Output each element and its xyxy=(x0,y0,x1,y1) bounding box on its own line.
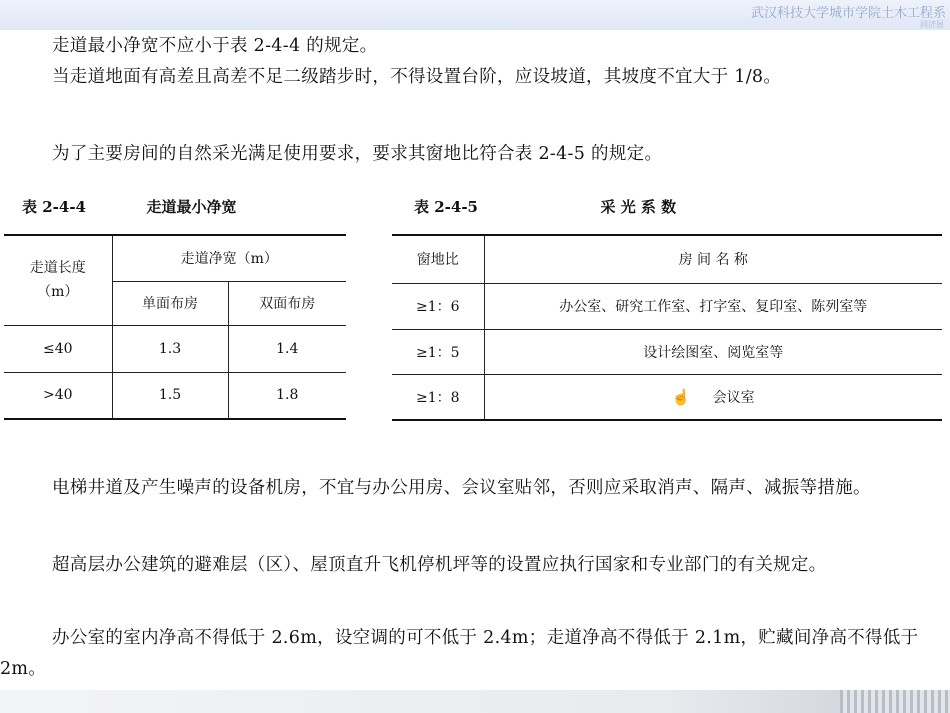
table-cell: 设计绘图室、阅览室等 xyxy=(484,329,942,374)
table-corridor-width xyxy=(4,234,346,420)
table-daylight-ratio xyxy=(392,234,942,421)
table-cell: 1.8 xyxy=(228,372,346,419)
sub-single-label: 单面布房 xyxy=(112,281,228,325)
col-ratio-label: 窗地比 xyxy=(392,235,484,283)
table-row xyxy=(4,372,346,419)
paragraph-ceiling-height: 办公室的室内净高不得低于 2.6m，设空调的可不低于 2.4m；走道净高不得低于 2.1m，贮藏间净高不得低于 2m。 xyxy=(0,628,919,679)
paragraph-refuge-floor: 超高层办公建筑的避难层（区）、屋顶直升飞机停机坪等的设置应执行国家和专业部门的有关规定。 xyxy=(52,555,827,575)
table-row xyxy=(392,235,942,283)
table-cell xyxy=(484,374,942,420)
table2-title: 采 光 系 数 xyxy=(600,198,677,216)
table2-caption xyxy=(414,196,676,217)
paragraph-daylight: 为了主要房间的自然采光满足使用要求，要求其窗地比符合表 2-4-5 的规定。 xyxy=(52,144,663,164)
table2-number: 表 2-4-5 xyxy=(414,198,478,216)
table-cell: 1.3 xyxy=(112,325,228,372)
col-room-label: 房 间 名 称 xyxy=(484,235,942,283)
paragraph-corridor-width: 走道最小净宽不应小于表 2-4-4 的规定。 xyxy=(52,36,378,56)
table-row xyxy=(4,235,346,281)
table-cell: ≤40 xyxy=(4,325,112,372)
table-row xyxy=(392,283,942,329)
paragraph-ramp: 当走道地面有高差且高差不足二级踏步时，不得设置台阶，应设坡道，其坡度不宜大于 1/8。 xyxy=(52,67,782,87)
sub-double-label: 双面布房 xyxy=(228,281,346,325)
table1-number: 表 2-4-4 xyxy=(22,198,86,216)
table-cell: 1.4 xyxy=(228,325,346,372)
col-length-label: 走道长度（m） xyxy=(29,260,86,301)
table-cell: 1.5 xyxy=(112,372,228,419)
table-row xyxy=(392,374,942,420)
header-bar xyxy=(0,0,950,30)
paragraph-elevator: 电梯井道及产生噪声的设备机房，不宜与办公用房、会议室贴邻，否则应采取消声、隔声、减振等措施。 xyxy=(52,478,871,498)
table1-caption xyxy=(22,196,236,217)
header-title: 武汉科技大学城市学院土木工程系 xyxy=(750,6,946,21)
room-name: 会议室 xyxy=(712,389,755,406)
table-cell: ≥1：8 xyxy=(392,374,484,420)
table-header-cell xyxy=(4,235,112,325)
building-image xyxy=(840,690,950,713)
table-cell: 办公室、研究工作室、打字室、复印室、陈列室等 xyxy=(484,283,942,329)
table-row xyxy=(392,329,942,374)
col-width-label: 走道净宽（m） xyxy=(112,235,346,281)
table-cell: ≥1：5 xyxy=(392,329,484,374)
table-row xyxy=(4,325,346,372)
header-subtitle: 同济屋 xyxy=(920,20,944,29)
hand-cursor-icon: ☝ xyxy=(671,387,691,406)
footer-decoration xyxy=(0,690,950,713)
table1-title: 走道最小净宽 xyxy=(146,198,237,216)
table-cell: >40 xyxy=(4,372,112,419)
table-cell: ≥1：6 xyxy=(392,283,484,329)
